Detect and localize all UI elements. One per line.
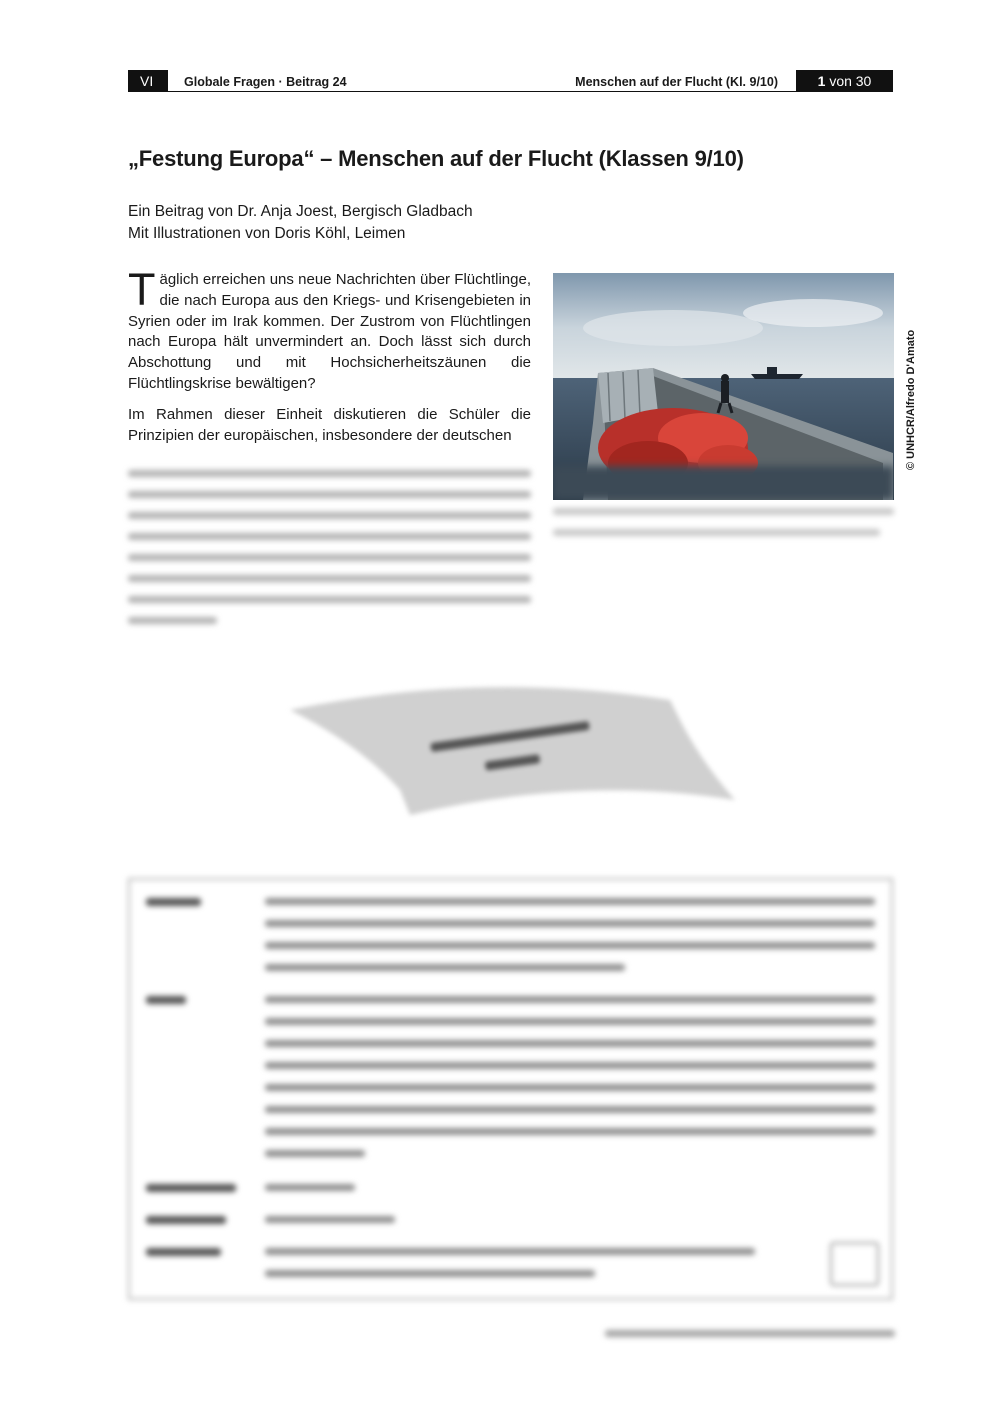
- footer-blurred: [605, 1330, 895, 1337]
- section-badge: VI: [128, 70, 168, 92]
- byline: [128, 201, 473, 245]
- refugee-boat-photo: [553, 273, 894, 500]
- illustrator-line: Mit Illustrationen von Doris Köhl, Leimen: [128, 225, 406, 242]
- page-number-badge: [796, 70, 893, 92]
- page-title: „Festung Europa“ – Menschen auf der Flucht (Klassen 9/10): [128, 146, 744, 171]
- photo-caption-blurred: [553, 508, 894, 550]
- intro-paragraph-2: Im Rahmen dieser Einheit diskutieren die Schüler die Prinzipien der europäischen, insbesondere der deutschen: [128, 405, 531, 444]
- info-box-blurred: [128, 878, 893, 1300]
- intro-text: [128, 264, 531, 456]
- author-line: Ein Beitrag von Dr. Anja Joest, Bergisch Gladbach: [128, 203, 473, 220]
- page-current: 1: [817, 73, 826, 89]
- header-rule: [128, 91, 893, 93]
- photo-credit: © UNHCR/Alfredo D'Amato: [905, 329, 917, 470]
- supplementary-material-banner: [280, 680, 740, 830]
- photo-blurred-strip: [553, 466, 894, 500]
- banner-shape: [280, 680, 740, 830]
- page-header: [128, 70, 893, 92]
- intro-paragraph-1: [128, 264, 531, 395]
- intro-paragraph-1-text: äglich erreichen uns neue Nachrichten über Flüchtlinge, die nach Europa aus den Kriegs- und Krisengebieten in Syrien oder im Irak kommen. Der Zustrom von Flüchtlingen nach Europa hält unvermindert an. Doch lässt sich durch Abschottung und mit Hochsicherheitszäunen die Flüchtlingskrise bewältigen?: [128, 271, 531, 392]
- topic-label: Menschen auf der Flucht (Kl. 9/10): [575, 75, 778, 89]
- drop-cap: T: [128, 264, 156, 315]
- blurred-text-block: [128, 470, 531, 638]
- series-label: Globale Fragen · Beitrag 24: [184, 75, 347, 89]
- page-total: von 30: [829, 73, 872, 89]
